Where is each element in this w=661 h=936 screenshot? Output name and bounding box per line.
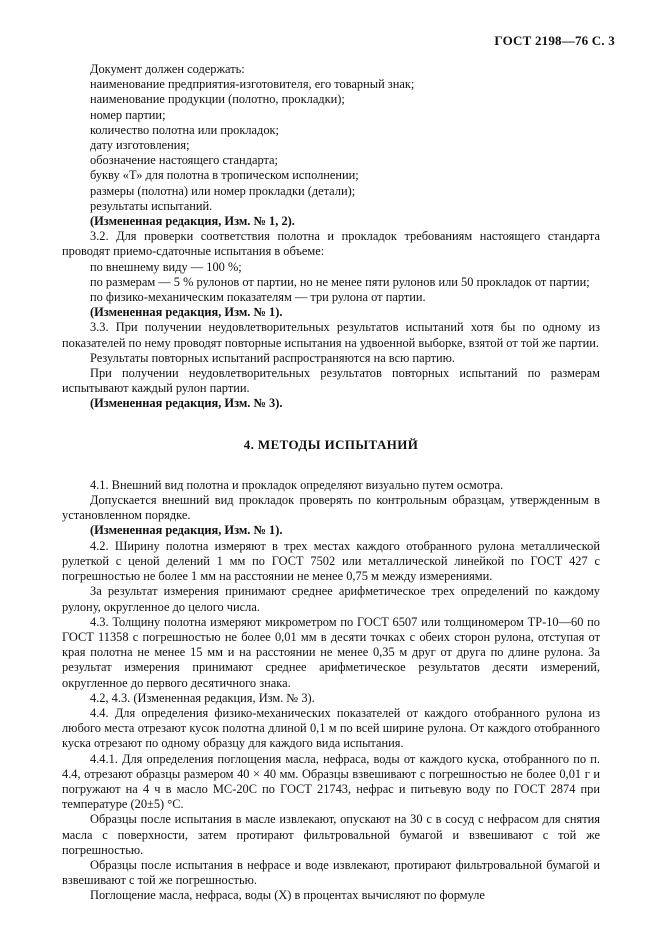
amendment-note: (Измененная редакция, Изм. № 1, 2). <box>90 214 295 229</box>
paragraph: Допускается внешний вид прокладок проверять по контрольным образцам, утвержденным в установленном порядке. <box>62 493 600 523</box>
paragraph: 4.1. Внешний вид полотна и прокладок определяют визуально путем осмотра. <box>90 477 504 492</box>
paragraph: размеры (полотна) или номер прокладки (детали); <box>90 183 356 198</box>
paragraph: 3.3. При получении неудовлетворительных результатов испытаний хотя бы по одному из показателей по нему проводят повторные испытания на удвоенной выборке, взятой от той же партии. <box>62 320 600 350</box>
paragraph: 4.2. Ширину полотна измеряют в трех местах каждого отобранного рулона металлической рулеткой с ценой делений 1 мм по ГОСТ 7502 или металлической линейкой по ГОСТ 427 с погрешностью не более 1 мм на расстоянии не менее 0,75 м между измерениями. <box>62 538 600 584</box>
paragraph: 4.4.1. Для определения поглощения масла, нефраса, воды от каждого куска, отобранного по п. 4.4, отрезают образцы размером 40 × 40 мм. Образцы взвешивают с погрешностью не более 0,01 г и погружают на 4 ч в масло МС-20С по ГОСТ 21743, нефрас и питьевую воду по ГОСТ 2874 при температуре (20±5) °С. <box>62 751 600 812</box>
paragraph: букву «Т» для полотна в тропическом исполнении; <box>90 168 359 183</box>
paragraph: по физико-механическим показателям — три рулона от партии. <box>90 290 426 305</box>
paragraph: результаты испытаний. <box>90 198 213 213</box>
paragraph: При получении неудовлетворительных результатов повторных испытаний по размерам испытывают каждый рулон партии. <box>62 366 600 396</box>
paragraph: наименование продукции (полотно, прокладки); <box>90 92 345 107</box>
paragraph: 4.2, 4.3. (Измененная редакция, Изм. № 3). <box>90 690 315 705</box>
document-body <box>62 62 600 904</box>
paragraph: дату изготовления; <box>90 138 190 153</box>
paragraph: по размерам — 5 % рулонов от партии, но не менее пяти рулонов или 50 прокладок от партии; <box>90 274 590 289</box>
paragraph: Документ должен содержать: <box>90 62 245 76</box>
paragraph: Результаты повторных испытаний распространяются на всю партию. <box>90 350 456 365</box>
amendment-note: (Измененная редакция, Изм. № 3). <box>90 396 283 411</box>
paragraph: 3.2. Для проверки соответствия полотна и прокладок требованиям настоящего стандарта проводят приемо-сдаточные испытания в объеме: <box>62 229 600 259</box>
section-heading: 4. МЕТОДЫ ИСПЫТАНИЙ <box>243 436 419 452</box>
paragraph: 4.3. Толщину полотна измеряют микрометром по ГОСТ 6507 или толщиномером ТР-10—60 по ГОСТ 11358 с погрешностью не более 0,01 мм в десяти точках с обеих сторон рулона, отступая от края полотна не менее 15 мм и на расстоянии не менее 0,35 м друг от друга по длине рулона. За результат измерения принимают среднее арифметическое результатов десяти измерений, округленное до первого десятичного знака. <box>62 614 600 690</box>
paragraph: номер партии; <box>90 107 166 122</box>
page-header: ГОСТ 2198—76 С. 3 <box>494 33 615 48</box>
paragraph: Образцы после испытания в нефрасе и воде извлекают, протирают фильтровальной бумагой и взвешивают с той же погрешностью. <box>62 857 600 888</box>
paragraph: обозначение настоящего стандарта; <box>90 153 279 168</box>
amendment-note: (Измененная редакция, Изм. № 1). <box>90 523 283 538</box>
paragraph: по внешнему виду — 100 %; <box>90 259 242 274</box>
paragraph: наименование предприятия-изготовителя, его товарный знак; <box>90 77 415 92</box>
paragraph: количество полотна или прокладок; <box>90 122 279 137</box>
paragraph: 4.4. Для определения физико-механических показателей от каждого отобранного рулона из любого места отрезают кусок полотна длиной 0,1 м по всей ширине рулона. От каждого отобранного куска отрезают по одному образцу для каждого вида испытания. <box>62 705 600 751</box>
paragraph: За результат измерения принимают среднее арифметическое трех определений по каждому рулону, округленное до целого числа. <box>62 584 600 614</box>
paragraph: Образцы после испытания в масле извлекают, опускают на 30 с в сосуд с нефрасом для снятия масла с поверхности, затем протирают фильтровальной бумагой и взвешивают с той же погрешностью. <box>62 812 600 857</box>
paragraph: Поглощение масла, нефраса, воды (X) в процентах вычисляют по формуле <box>90 888 485 903</box>
amendment-note: (Измененная редакция, Изм. № 1). <box>90 305 283 320</box>
